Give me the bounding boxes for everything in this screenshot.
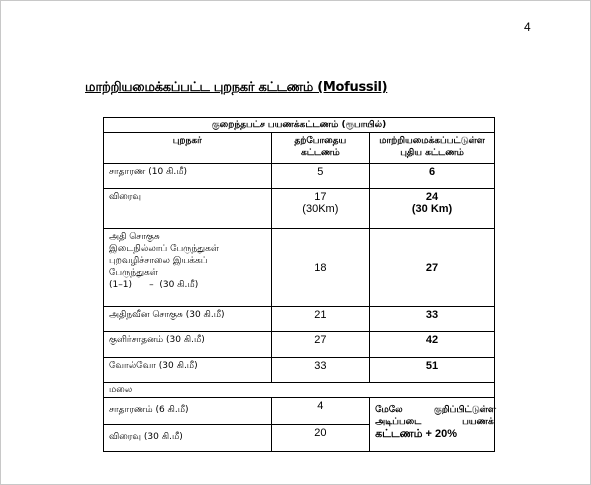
header-new-fare-line2: புதிய கட்டணம்: [400, 148, 464, 158]
route-type-line: அதி சொகுசு: [109, 232, 160, 242]
fare-table: [103, 117, 495, 452]
current-fare-cell: 5: [271, 164, 370, 189]
hill-fare-note: [370, 398, 495, 452]
table-header-row: [104, 133, 495, 164]
route-type-cell: சாதாரணம் (6 கி.மீ): [104, 398, 272, 425]
new-fare-value: 24: [425, 191, 439, 203]
new-fare-cell: [370, 189, 495, 229]
header-current-fare: [271, 133, 370, 164]
route-type-line: (1–1) – (30 கி.மீ): [109, 280, 199, 290]
route-type-cell: [104, 229, 272, 307]
table-row: [104, 307, 495, 332]
new-fare-cell: 33: [370, 307, 495, 332]
route-type-line: இடைநில்லாப் பேருந்துகள்: [109, 244, 219, 254]
current-fare-cell: 21: [271, 307, 370, 332]
new-fare-cell: 27: [370, 229, 495, 307]
table-row: [104, 398, 495, 425]
route-type-cell: விரைவு (30 கி.மீ): [104, 425, 272, 452]
current-fare-value: 17: [314, 191, 327, 203]
current-fare-cell: 20: [271, 425, 370, 452]
table-row: [104, 358, 495, 383]
header-new-fare-line1: மாற்றியமைக்கப்பட்டுள்ள: [379, 136, 485, 146]
header-current-fare-line1: தற்போதைய: [294, 136, 347, 146]
section-label-hill: மலை: [104, 383, 495, 398]
route-type-line: புறவழிச்சாலை இயக்கப்: [109, 256, 208, 266]
table-caption: குறைந்தபட்ச பயணக்கட்டணம் (ரூபாயில்): [104, 118, 495, 133]
hill-fare-note-line: கட்டணம் + 20%: [375, 428, 458, 440]
current-fare-cell: 33: [271, 358, 370, 383]
document-title: மாற்றியமைக்கப்பட்ட புறநகர் கட்டணம் (Mofussil): [85, 80, 388, 95]
header-route-type: புறநகர்: [104, 133, 272, 164]
hill-fare-note-line: அடிப்படை பயணக்: [375, 417, 494, 427]
current-fare-distance: (30Km): [302, 203, 339, 215]
route-type-cell: விரைவு: [104, 189, 272, 229]
table-caption-row: [104, 118, 495, 133]
current-fare-cell: 4: [271, 398, 370, 425]
new-fare-cell: 51: [370, 358, 495, 383]
current-fare-cell: 27: [271, 332, 370, 358]
route-type-cell: குளிர்சாதனம் (30 கி.மீ): [104, 332, 272, 358]
route-type-line: பேருந்துகள்: [109, 268, 158, 278]
current-fare-cell: 18: [271, 229, 370, 307]
route-type-cell: வோல்வோ (30 கி.மீ): [104, 358, 272, 383]
header-new-fare: [370, 133, 495, 164]
table-row: [104, 229, 495, 307]
table-row: [104, 332, 495, 358]
new-fare-distance: (30 Km): [411, 203, 453, 215]
table-row: [104, 189, 495, 229]
current-fare-cell: [271, 189, 370, 229]
header-current-fare-line2: கட்டணம்: [300, 148, 340, 158]
section-row: [104, 383, 495, 398]
table-row: [104, 164, 495, 189]
route-type-cell: அதிநவீன சொகுசு (30 கி.மீ): [104, 307, 272, 332]
new-fare-cell: 6: [370, 164, 495, 189]
route-type-cell: சாதாரண (10 கி.மீ): [104, 164, 272, 189]
new-fare-cell: 42: [370, 332, 495, 358]
hill-fare-note-line: மேலே குறிப்பிட்டுள்ள: [375, 405, 496, 415]
page-number: 4: [524, 20, 531, 34]
